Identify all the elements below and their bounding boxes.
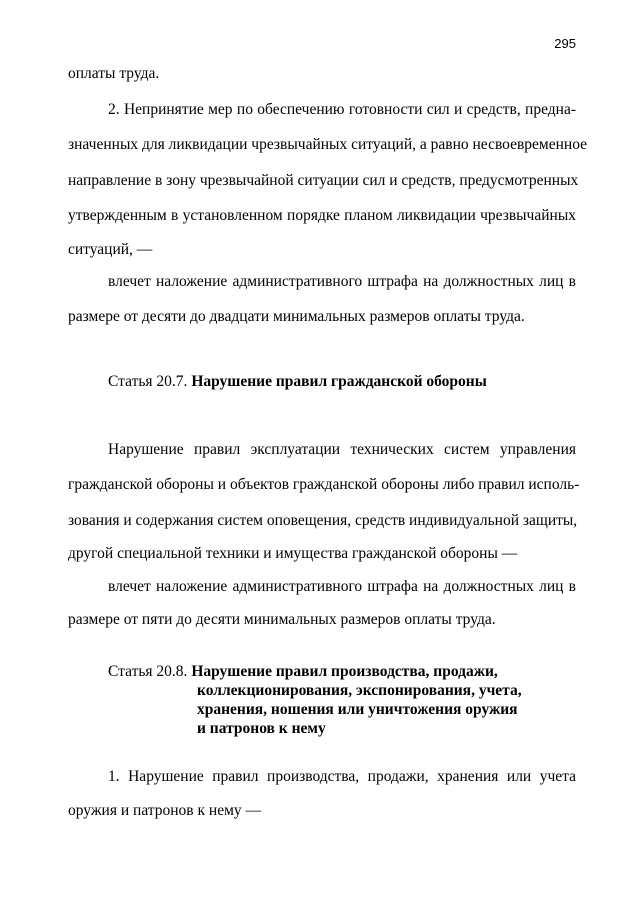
paragraph-line: 1. Нарушение правил производства, продажи, хранения или учета (108, 768, 576, 785)
article-number: Статья 20.8. (108, 663, 188, 680)
paragraph-line: 2. Непринятие мер по обеспечению готовности сил и средств, предна- (108, 101, 576, 118)
article-title-line: хранения, ношения или уничтожения оружия (197, 701, 518, 718)
article-heading-20-7 (108, 372, 487, 392)
paragraph-line: другой специальной техники и имущества гражданской обороны — (68, 545, 518, 562)
article-heading-20-8 (108, 662, 498, 682)
paragraph-line: ситуаций, — (68, 241, 153, 258)
paragraph-line: влечет наложение административного штрафа на должностных лиц в (108, 578, 576, 595)
paragraph-line: гражданской обороны и объектов гражданской обороны либо правил исполь- (68, 476, 580, 493)
paragraph-line: размере от десяти до двадцати минимальных размеров оплаты труда. (68, 308, 525, 325)
paragraph-line: размере от пяти до десяти минимальных размеров оплаты труда. (68, 611, 496, 628)
paragraph-line: значенных для ликвидации чрезвычайных ситуаций, а равно несвоевременное (68, 136, 588, 153)
paragraph-line: оплаты труда. (68, 65, 160, 82)
paragraph-line: зования и содержания систем оповещения, средств индивидуальной защиты, (68, 512, 578, 529)
article-title-line: коллекционирования, экспонирования, учета, (197, 682, 522, 699)
article-title: Нарушение правил производства, продажи, (191, 663, 498, 680)
article-title: Нарушение правил гражданской обороны (191, 373, 487, 390)
article-number: Статья 20.7. (108, 373, 188, 390)
article-title-line: и патронов к нему (197, 720, 326, 737)
paragraph-line: оружия и патронов к нему — (68, 802, 262, 819)
page-number: 295 (554, 36, 576, 51)
paragraph-line: Нарушение правил эксплуатации технических систем управления (108, 441, 576, 458)
paragraph-line: влечет наложение административного штрафа на должностных лиц в (108, 273, 576, 290)
paragraph-line: направление в зону чрезвычайной ситуации сил и средств, предусмотренных (68, 172, 579, 189)
paragraph-line: утвержденным в установленном порядке планом ликвидации чрезвычайных (68, 207, 576, 224)
